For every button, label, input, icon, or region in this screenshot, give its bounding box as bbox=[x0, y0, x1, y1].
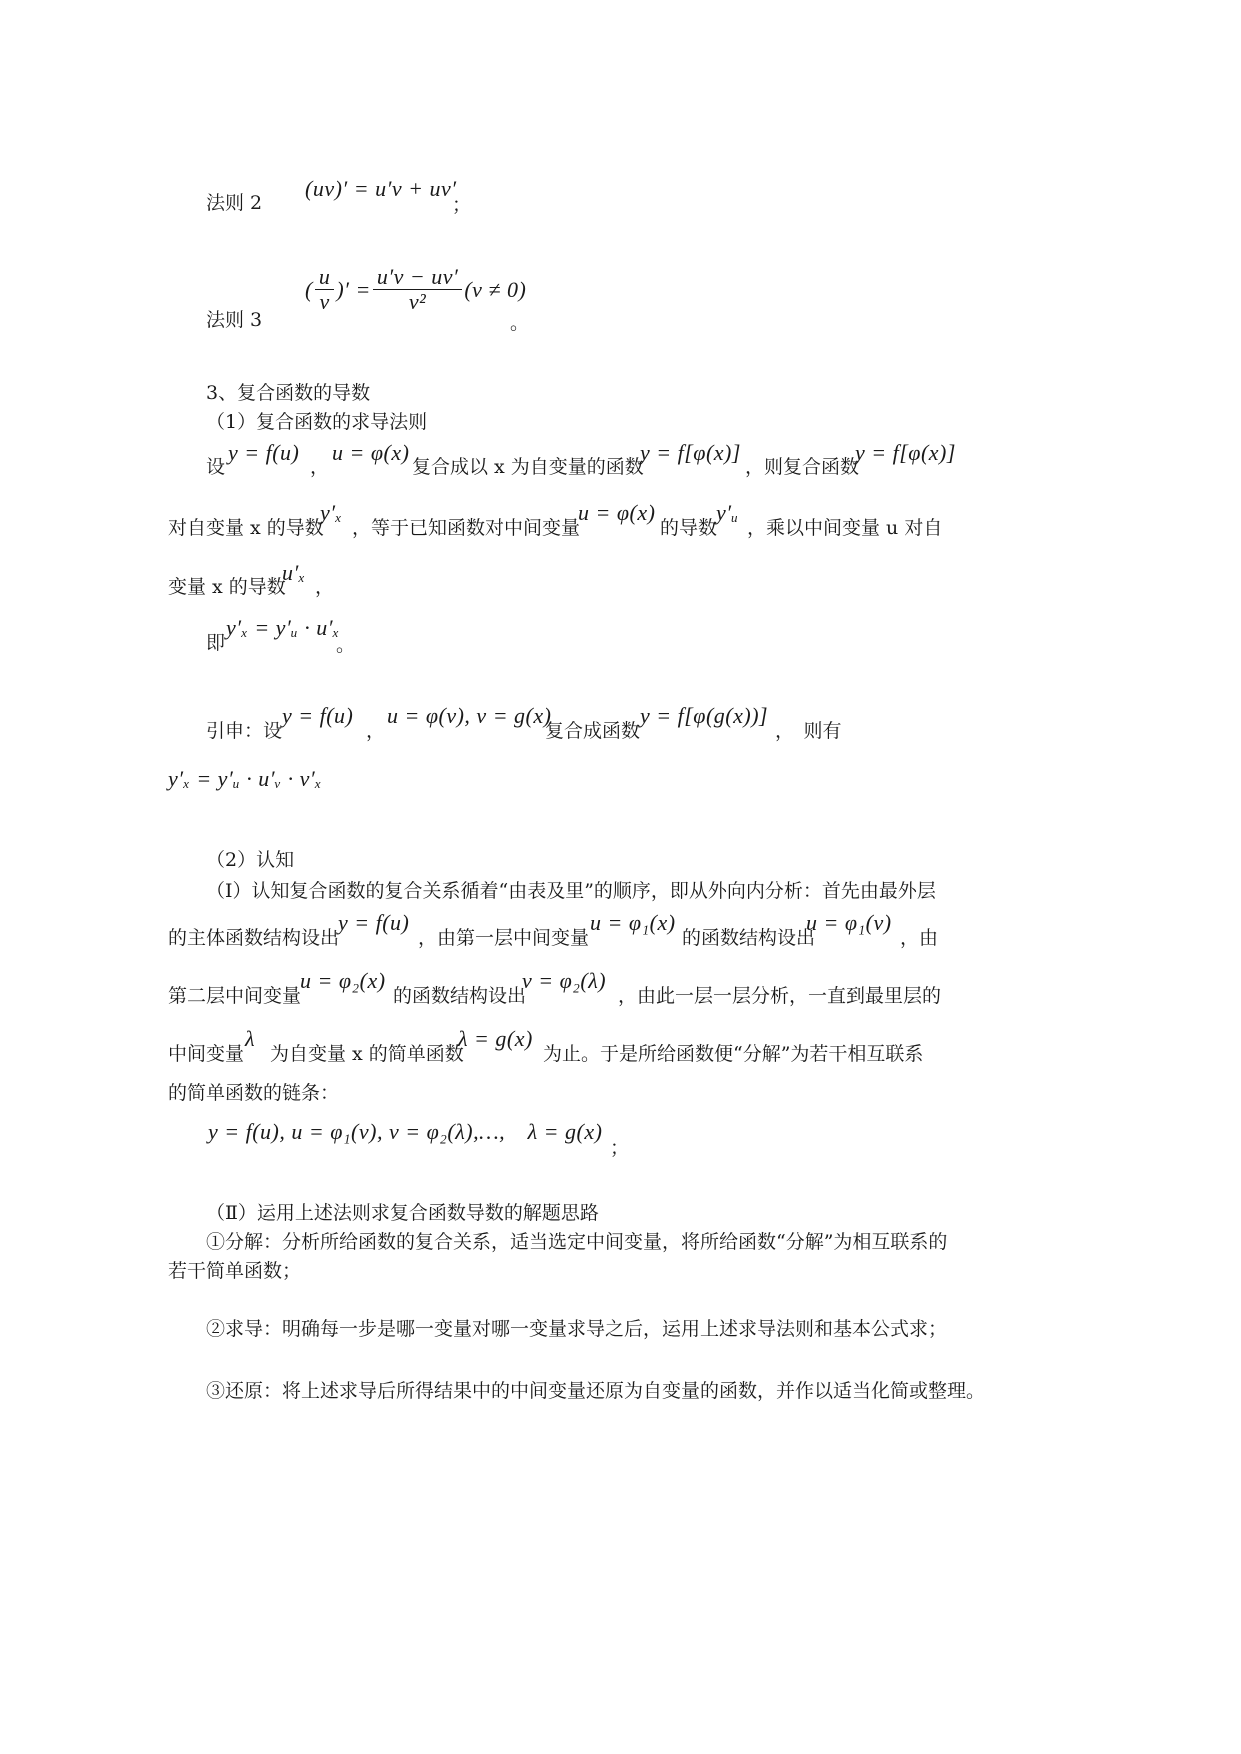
p2-b: ，等于已知函数对中间变量 bbox=[352, 517, 581, 539]
cognition-i-c3: ，由此一层一层分析，一直到最里层的 bbox=[618, 985, 942, 1007]
p1-c: 复合成以 x 为自变量的函数 bbox=[412, 456, 644, 478]
cognition-i-b1: 的主体函数结构设出 bbox=[168, 927, 340, 949]
rule3-prefix: ( bbox=[305, 276, 313, 302]
cognition-ii-title: （Ⅱ）运用上述法则求复合函数导数的解题思路 bbox=[206, 1202, 599, 1224]
cognition-i-d3: 为止。于是所给函数便“分解”为若干相互联系 bbox=[543, 1043, 924, 1065]
p1-d: ，则复合函数 bbox=[745, 456, 860, 478]
cognition-i-d1: 中间变量 bbox=[168, 1043, 245, 1065]
section3-sub1: （1）复合函数的求导法则 bbox=[206, 411, 428, 433]
ext-f2: u = φ(v), v = g(x) bbox=[387, 703, 552, 728]
rule3-frac-right bbox=[373, 266, 463, 313]
cognition-i-f3: u = φ₁(v) bbox=[806, 910, 892, 935]
cognition-chain-end: ； bbox=[610, 1137, 630, 1159]
cognition-i-f2: u = φ₁(x) bbox=[590, 910, 676, 935]
cognition-title: （2）认知 bbox=[206, 849, 295, 871]
p2-f2: u = φ(x) bbox=[578, 500, 656, 525]
cognition-i-f4: u = φ₂(x) bbox=[300, 968, 386, 993]
p2-f1: y′ₓ bbox=[320, 500, 343, 525]
rule3-formula bbox=[305, 266, 526, 313]
p1-f2: u = φ(x) bbox=[332, 440, 410, 465]
rule3-end: 。 bbox=[510, 312, 530, 334]
cognition-i-e: 的简单函数的链条： bbox=[168, 1082, 340, 1104]
rule3-rhs-den: v² bbox=[408, 289, 427, 314]
rule3-mid: )′ = bbox=[336, 276, 371, 302]
p1-f3: y = f[φ(x)] bbox=[640, 440, 741, 465]
ext-d: ， 则有 bbox=[775, 720, 842, 742]
p1-b: ， bbox=[310, 456, 330, 478]
p1-f4: y = f[φ(x)] bbox=[855, 440, 956, 465]
ext-f1: y = f(u) bbox=[282, 703, 354, 728]
ext-a: 引申：设 bbox=[206, 720, 283, 742]
step2: ②求导：明确每一步是哪一变量对哪一变量求导之后，运用上述求导法则和基本公式求； bbox=[206, 1318, 948, 1340]
p4-f1: y′ₓ = y′ᵤ · u′ₓ bbox=[226, 615, 340, 640]
cognition-i-a: （Ⅰ）认知复合函数的复合关系循着“由表及里”的顺序，即从外向内分析：首先由最外层 bbox=[206, 880, 936, 902]
cognition-i-f1: y = f(u) bbox=[338, 910, 410, 935]
cognition-i-b3: 的函数结构设出 bbox=[682, 927, 816, 949]
rule2-label: 法则 2 bbox=[206, 192, 263, 214]
ext-f4: y′ₓ = y′ᵤ · u′ᵥ · v′ₓ bbox=[168, 766, 322, 791]
p1-a: 设 bbox=[206, 456, 226, 478]
rule3-rhs-num: u′v − uv′ bbox=[373, 266, 463, 290]
p4-a: 即 bbox=[206, 632, 226, 654]
cognition-i-f7: λ = g(x) bbox=[458, 1026, 533, 1051]
ext-f3: y = f[φ(g(x))] bbox=[640, 703, 769, 728]
cognition-i-b4: ，由 bbox=[900, 927, 939, 949]
cognition-i-c1: 第二层中间变量 bbox=[168, 985, 302, 1007]
p2-c: 的导数 bbox=[660, 517, 718, 539]
rule3-label: 法则 3 bbox=[206, 309, 263, 331]
rule3-cond: (v ≠ 0) bbox=[464, 276, 527, 302]
p2-d: ，乘以中间变量 u 对自 bbox=[747, 517, 943, 539]
p3-f1: u′ₓ bbox=[282, 560, 306, 585]
rule2-end: ； bbox=[452, 194, 472, 216]
rule3-frac-left bbox=[315, 266, 335, 313]
p3-a: 变量 x 的导数 bbox=[168, 576, 286, 598]
cognition-i-f5: v = φ₂(λ) bbox=[522, 968, 607, 993]
ext-c: 复合成函数 bbox=[545, 720, 641, 742]
rule2-formula: (uv)′ = u′v + uv′ bbox=[305, 176, 457, 201]
rule3-frac-den: v bbox=[319, 289, 330, 314]
p2-f3: y′ᵤ bbox=[716, 500, 739, 525]
rule3-frac-num: u bbox=[315, 266, 335, 290]
cognition-i-b2: ，由第一层中间变量 bbox=[418, 927, 590, 949]
step1-b: 若干简单函数； bbox=[168, 1260, 302, 1282]
section3-title: 3、复合函数的导数 bbox=[206, 382, 371, 404]
p2-a: 对自变量 x 的导数 bbox=[168, 517, 324, 539]
p1-f1: y = f(u) bbox=[228, 440, 300, 465]
cognition-i-d2: 为自变量 x 的简单函数 bbox=[270, 1043, 464, 1065]
step3: ③还原：将上述求导后所得结果中的中间变量还原为自变量的函数，并作以适当化简或整理。 bbox=[206, 1380, 986, 1402]
cognition-i-c2: 的函数结构设出 bbox=[393, 985, 527, 1007]
step1-a: ①分解：分析所给函数的复合关系，适当选定中间变量，将所给函数“分解”为相互联系的 bbox=[206, 1231, 948, 1253]
p4-b: 。 bbox=[336, 634, 356, 656]
p3-b: ， bbox=[315, 576, 335, 598]
cognition-i-f6: λ bbox=[245, 1026, 256, 1051]
ext-b: ， bbox=[366, 720, 386, 742]
cognition-chain: y = f(u), u = φ₁(v), v = φ₂(λ),…, λ = g(x) bbox=[208, 1119, 603, 1144]
